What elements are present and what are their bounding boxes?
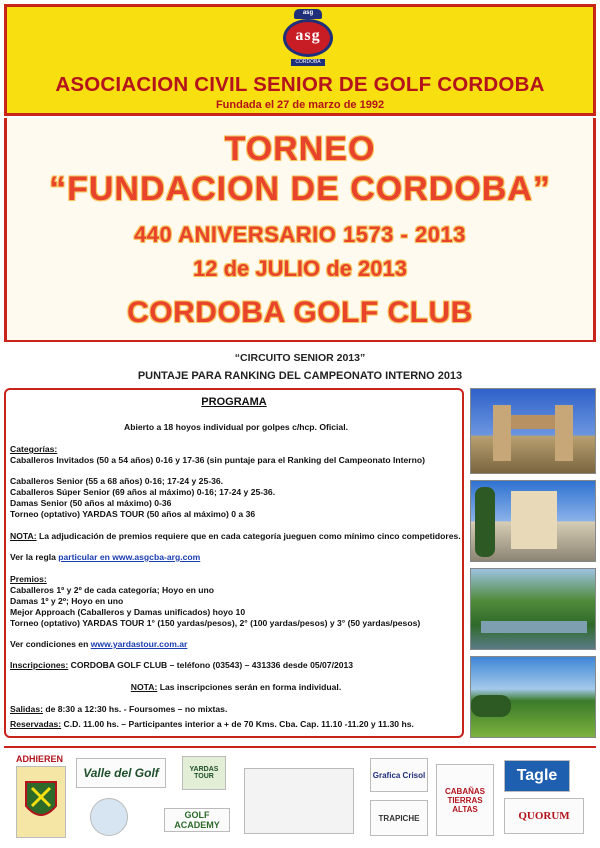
sponsor-logo bbox=[90, 798, 128, 836]
gate-arch bbox=[511, 415, 555, 429]
club-crest-icon bbox=[16, 766, 66, 838]
tee-times-text: de 8:30 a 12:30 hs. - Foursomes – no mixtas. bbox=[42, 704, 228, 714]
gate-tower-left bbox=[493, 405, 511, 461]
sponsor-logo: GOLF ACADEMY bbox=[164, 808, 230, 832]
sponsor-logo: Tagle bbox=[504, 760, 570, 792]
palm-tree bbox=[475, 487, 495, 557]
rule-link[interactable]: particular en www.asgcba-arg.com bbox=[58, 552, 201, 562]
registration-line bbox=[10, 660, 462, 671]
category-item: Caballeros Senior (55 a 68 años) 0-16; 17-24 y 25-36. bbox=[10, 476, 224, 486]
sponsors-strip bbox=[4, 746, 596, 844]
program-box bbox=[4, 388, 464, 738]
sponsors-label: ADHIEREN bbox=[16, 754, 64, 764]
tournament-date: 12 de JULIO de 2013 bbox=[193, 256, 407, 281]
canal-water bbox=[481, 621, 587, 633]
reserved-line bbox=[10, 719, 462, 730]
city-gate-photo bbox=[470, 388, 596, 474]
note-text: La adjudicación de premios requiere que en cada categoría jueguen como mínimo cinco competidores. bbox=[36, 531, 461, 541]
course-trees bbox=[471, 695, 511, 717]
crest-icon bbox=[24, 780, 58, 824]
logo-subtitle: CORDOBA bbox=[291, 59, 325, 66]
registration-text: CORDOBA GOLF CLUB – teléfono (03543) – 431336 desde 05/07/2013 bbox=[68, 660, 354, 670]
rule-line bbox=[10, 552, 462, 563]
tournament-banner bbox=[4, 118, 596, 340]
gate-tower-right bbox=[555, 405, 573, 461]
tee-times-label: Salidas: bbox=[10, 704, 43, 714]
asg-logo bbox=[281, 9, 335, 67]
prize-note bbox=[10, 531, 462, 542]
conditions-line bbox=[10, 639, 462, 650]
registration-note-text: Las inscripciones serán en forma individual. bbox=[157, 682, 342, 692]
golf-course-photo bbox=[470, 656, 596, 738]
category-item: Caballeros Invitados (50 a 54 años) 0-16 y 17-36 (sin puntaje para el Ranking del Campeonato Interno) bbox=[10, 455, 426, 465]
program-title: PROGRAMA bbox=[201, 396, 267, 408]
sponsor-logo: Valle del Golf bbox=[76, 758, 166, 788]
registration-note-label: NOTA: bbox=[130, 682, 158, 692]
ranking-title: PUNTAJE PARA RANKING DEL CAMPEONATO INTERNO 2013 bbox=[137, 370, 463, 382]
categories-label: Categorías: bbox=[10, 444, 58, 454]
tournament-name: “FUNDACION DE CORDOBA” bbox=[49, 170, 551, 208]
sponsor-logo: TRAPICHE bbox=[370, 800, 428, 836]
prize-item: Caballeros 1º y 2º de cada categoría; Hoyo en uno bbox=[10, 585, 214, 595]
anniversary-line: 440 ANIVERSARIO 1573 - 2013 bbox=[134, 222, 466, 247]
rule-prefix: Ver la regla bbox=[10, 552, 59, 562]
tee-times-line bbox=[10, 704, 462, 715]
sponsor-logo: QUORUM bbox=[504, 798, 584, 834]
logo-crown-text: asg bbox=[302, 10, 314, 16]
prizes-label: Premios: bbox=[10, 574, 47, 584]
category-item: Damas Senior (50 años al máximo) 0-36 bbox=[10, 498, 172, 508]
circuit-title: “CIRCUITO SENIOR 2013” bbox=[234, 352, 366, 364]
reserved-label: Reservadas: bbox=[10, 719, 62, 729]
cathedral-facade bbox=[511, 491, 557, 549]
sponsor-logo: Grafica Crisol bbox=[370, 758, 428, 792]
association-founded: Fundada el 27 de marzo de 1992 bbox=[215, 99, 385, 111]
cathedral-photo bbox=[470, 480, 596, 562]
note-label: NOTA: bbox=[10, 531, 37, 541]
prize-item: Torneo (optativo) YARDAS TOUR 1° (150 yardas/pesos), 2° (100 yardas/pesos) y 3° (50 yardas/pesos) bbox=[10, 618, 421, 628]
canal-photo bbox=[470, 568, 596, 650]
section-divider bbox=[4, 340, 596, 342]
venue-name: CORDOBA GOLF CLUB bbox=[127, 296, 473, 329]
category-item: Caballeros Súper Senior (69 años al máximo) 0-16; 17-24 y 25-36. bbox=[10, 487, 276, 497]
registration-note bbox=[10, 682, 462, 693]
association-header bbox=[4, 4, 596, 116]
category-item: Torneo (optativo) YARDAS TOUR (50 años al máximo) 0 a 36 bbox=[10, 509, 256, 519]
prize-item: Mejor Approach (Caballeros y Damas unificados) hoyo 10 bbox=[10, 607, 246, 617]
sponsor-logo bbox=[244, 768, 354, 834]
sponsor-logo: YARDAS TOUR bbox=[182, 756, 226, 790]
conditions-prefix: Ver condiciones en bbox=[10, 639, 91, 649]
conditions-link[interactable]: www.yardastour.com.ar bbox=[90, 639, 188, 649]
sponsor-logo: CABAÑAS TIERRAS ALTAS bbox=[436, 764, 494, 836]
reserved-text: C.D. 11.00 hs. – Participantes interior a + de 70 Kms. Cba. Cap. 11.10 -11.20 y 11.30 hs. bbox=[61, 719, 414, 729]
logo-letters: asg bbox=[295, 27, 321, 44]
tournament-label: TORNEO bbox=[224, 130, 376, 168]
program-intro: Abierto a 18 hoyos individual por golpes c/hcp. Oficial. bbox=[124, 422, 348, 432]
association-title: ASOCIACION CIVIL SENIOR DE GOLF CORDOBA bbox=[55, 73, 545, 96]
registration-label: Inscripciones: bbox=[10, 660, 69, 670]
prize-item: Damas 1º y 2º; Hoyo en uno bbox=[10, 596, 124, 606]
